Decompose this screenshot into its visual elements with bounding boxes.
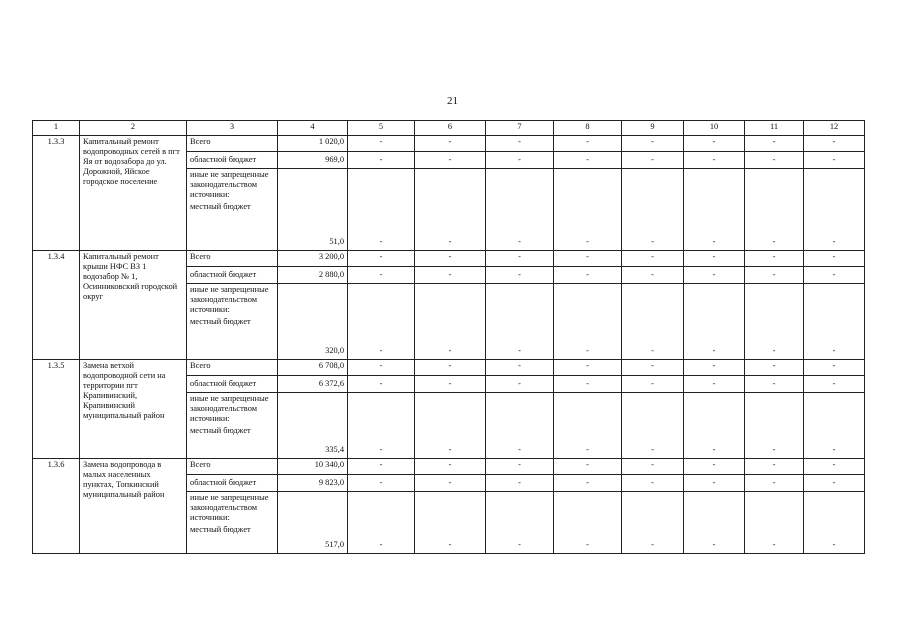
amount-cell: 51,0 — [278, 169, 348, 251]
funding-source-cell: Всего — [187, 136, 278, 152]
year-value-cell: - — [554, 492, 622, 554]
year-value-cell: - — [684, 136, 745, 152]
year-value-cell: - — [622, 475, 684, 492]
item-number-cell: 1.3.6 — [33, 459, 80, 554]
year-value-cell: - — [554, 284, 622, 360]
header-row — [33, 121, 865, 136]
year-value-cell: - — [804, 251, 865, 267]
column-header: 4 — [278, 121, 348, 136]
funding-source-cell: областной бюджет — [187, 475, 278, 492]
year-value-cell: - — [684, 152, 745, 169]
amount-cell: 2 880,0 — [278, 267, 348, 284]
year-value-cell: - — [486, 251, 554, 267]
funding-source-cell — [187, 169, 278, 251]
amount-cell: 6 708,0 — [278, 360, 348, 376]
year-value-cell: - — [348, 284, 415, 360]
year-value-cell: - — [486, 284, 554, 360]
amount-cell: 969,0 — [278, 152, 348, 169]
year-value-cell: - — [486, 459, 554, 475]
item-name-cell: Замена водопровода в малых населенных пунктах, Топкинский муниципальный район — [80, 459, 187, 554]
amount-cell: 320,0 — [278, 284, 348, 360]
year-value-cell: - — [554, 251, 622, 267]
year-value-cell: - — [554, 376, 622, 393]
local-budget-label: местный бюджет — [190, 426, 251, 435]
year-value-cell: - — [554, 136, 622, 152]
year-value-cell: - — [415, 492, 486, 554]
year-value-cell: - — [684, 393, 745, 459]
column-header: 6 — [415, 121, 486, 136]
year-value-cell: - — [804, 492, 865, 554]
year-value-cell: - — [348, 360, 415, 376]
column-header: 1 — [33, 121, 80, 136]
other-sources-label: иные не запрещенные законодательством источники: — [190, 394, 269, 423]
year-value-cell: - — [622, 459, 684, 475]
year-value-cell: - — [622, 169, 684, 251]
column-header: 11 — [745, 121, 804, 136]
amount-cell: 517,0 — [278, 492, 348, 554]
year-value-cell: - — [622, 267, 684, 284]
amount-cell: 1 020,0 — [278, 136, 348, 152]
year-value-cell: - — [622, 376, 684, 393]
year-value-cell: - — [622, 492, 684, 554]
year-value-cell: - — [348, 475, 415, 492]
year-value-cell: - — [554, 459, 622, 475]
local-budget-label: местный бюджет — [190, 525, 251, 534]
year-value-cell: - — [554, 152, 622, 169]
year-value-cell: - — [745, 376, 804, 393]
year-value-cell: - — [684, 267, 745, 284]
year-value-cell: - — [348, 169, 415, 251]
local-budget-label: местный бюджет — [190, 317, 251, 326]
funding-source-cell — [187, 393, 278, 459]
other-sources-label: иные не запрещенные законодательством источники: — [190, 285, 269, 314]
other-sources-label: иные не запрещенные законодательством источники: — [190, 493, 269, 522]
year-value-cell: - — [415, 152, 486, 169]
column-header: 2 — [80, 121, 187, 136]
column-header: 9 — [622, 121, 684, 136]
year-value-cell: - — [804, 169, 865, 251]
amount-cell: 3 200,0 — [278, 251, 348, 267]
year-value-cell: - — [622, 393, 684, 459]
funding-source-cell: Всего — [187, 459, 278, 475]
funding-source-cell: Всего — [187, 251, 278, 267]
column-header: 3 — [187, 121, 278, 136]
year-value-cell: - — [415, 251, 486, 267]
column-header: 8 — [554, 121, 622, 136]
funding-source-cell: областной бюджет — [187, 376, 278, 393]
item-name-cell: Замена ветхой водопроводной сети на территории пгт Крапивинский, Крапивинский муниципальный район — [80, 360, 187, 459]
year-value-cell: - — [622, 152, 684, 169]
table-row — [33, 136, 865, 152]
year-value-cell: - — [554, 267, 622, 284]
year-value-cell: - — [745, 475, 804, 492]
page-number: 21 — [447, 95, 458, 107]
year-value-cell: - — [415, 459, 486, 475]
local-budget-label: местный бюджет — [190, 202, 251, 211]
year-value-cell: - — [486, 136, 554, 152]
item-number-cell: 1.3.4 — [33, 251, 80, 360]
item-number-cell: 1.3.5 — [33, 360, 80, 459]
column-header: 7 — [486, 121, 554, 136]
year-value-cell: - — [348, 267, 415, 284]
year-value-cell: - — [745, 152, 804, 169]
year-value-cell: - — [804, 475, 865, 492]
item-name-cell: Капитальный ремонт водопроводных сетей в пгт Яя от водозабора до ул. Дорожной, Яйское городское поселение — [80, 136, 187, 251]
year-value-cell: - — [486, 492, 554, 554]
funding-source-cell: областной бюджет — [187, 152, 278, 169]
year-value-cell: - — [684, 360, 745, 376]
year-value-cell: - — [804, 393, 865, 459]
year-value-cell: - — [415, 376, 486, 393]
year-value-cell: - — [622, 136, 684, 152]
year-value-cell: - — [745, 169, 804, 251]
year-value-cell: - — [348, 492, 415, 554]
funding-source-cell: Всего — [187, 360, 278, 376]
year-value-cell: - — [486, 152, 554, 169]
amount-cell: 335,4 — [278, 393, 348, 459]
year-value-cell: - — [684, 475, 745, 492]
year-value-cell: - — [554, 169, 622, 251]
year-value-cell: - — [415, 169, 486, 251]
year-value-cell: - — [684, 169, 745, 251]
year-value-cell: - — [348, 251, 415, 267]
year-value-cell: - — [684, 459, 745, 475]
year-value-cell: - — [486, 475, 554, 492]
budget-table — [32, 120, 865, 554]
year-value-cell: - — [415, 267, 486, 284]
year-value-cell: - — [486, 169, 554, 251]
year-value-cell: - — [486, 376, 554, 393]
year-value-cell: - — [348, 152, 415, 169]
year-value-cell: - — [745, 459, 804, 475]
amount-cell: 6 372,6 — [278, 376, 348, 393]
year-value-cell: - — [486, 267, 554, 284]
column-header: 5 — [348, 121, 415, 136]
year-value-cell: - — [622, 284, 684, 360]
item-number-cell: 1.3.3 — [33, 136, 80, 251]
year-value-cell: - — [348, 459, 415, 475]
year-value-cell: - — [804, 267, 865, 284]
year-value-cell: - — [745, 267, 804, 284]
year-value-cell: - — [486, 393, 554, 459]
year-value-cell: - — [684, 492, 745, 554]
amount-cell: 10 340,0 — [278, 459, 348, 475]
year-value-cell: - — [554, 475, 622, 492]
year-value-cell: - — [348, 136, 415, 152]
year-value-cell: - — [804, 376, 865, 393]
table-row — [33, 459, 865, 475]
other-sources-label: иные не запрещенные законодательством источники: — [190, 170, 269, 199]
amount-cell: 9 823,0 — [278, 475, 348, 492]
year-value-cell: - — [486, 360, 554, 376]
year-value-cell: - — [415, 284, 486, 360]
year-value-cell: - — [804, 152, 865, 169]
year-value-cell: - — [348, 376, 415, 393]
year-value-cell: - — [804, 136, 865, 152]
item-name-cell: Капитальный ремонт крыши НФС ВЗ 1 водозабор № 1, Осинниковский городской округ — [80, 251, 187, 360]
year-value-cell: - — [804, 360, 865, 376]
year-value-cell: - — [348, 393, 415, 459]
year-value-cell: - — [622, 251, 684, 267]
year-value-cell: - — [554, 393, 622, 459]
funding-source-cell — [187, 492, 278, 554]
year-value-cell: - — [745, 284, 804, 360]
year-value-cell: - — [745, 251, 804, 267]
funding-source-cell: областной бюджет — [187, 267, 278, 284]
year-value-cell: - — [415, 475, 486, 492]
year-value-cell: - — [415, 393, 486, 459]
year-value-cell: - — [745, 360, 804, 376]
year-value-cell: - — [745, 136, 804, 152]
column-header: 12 — [804, 121, 865, 136]
table-row — [33, 360, 865, 376]
year-value-cell: - — [415, 136, 486, 152]
year-value-cell: - — [554, 360, 622, 376]
table-row — [33, 251, 865, 267]
year-value-cell: - — [622, 360, 684, 376]
year-value-cell: - — [745, 393, 804, 459]
year-value-cell: - — [684, 251, 745, 267]
table-body — [33, 136, 865, 554]
year-value-cell: - — [745, 492, 804, 554]
year-value-cell: - — [684, 284, 745, 360]
funding-source-cell — [187, 284, 278, 360]
year-value-cell: - — [684, 376, 745, 393]
year-value-cell: - — [804, 459, 865, 475]
year-value-cell: - — [415, 360, 486, 376]
year-value-cell: - — [804, 284, 865, 360]
column-header: 10 — [684, 121, 745, 136]
